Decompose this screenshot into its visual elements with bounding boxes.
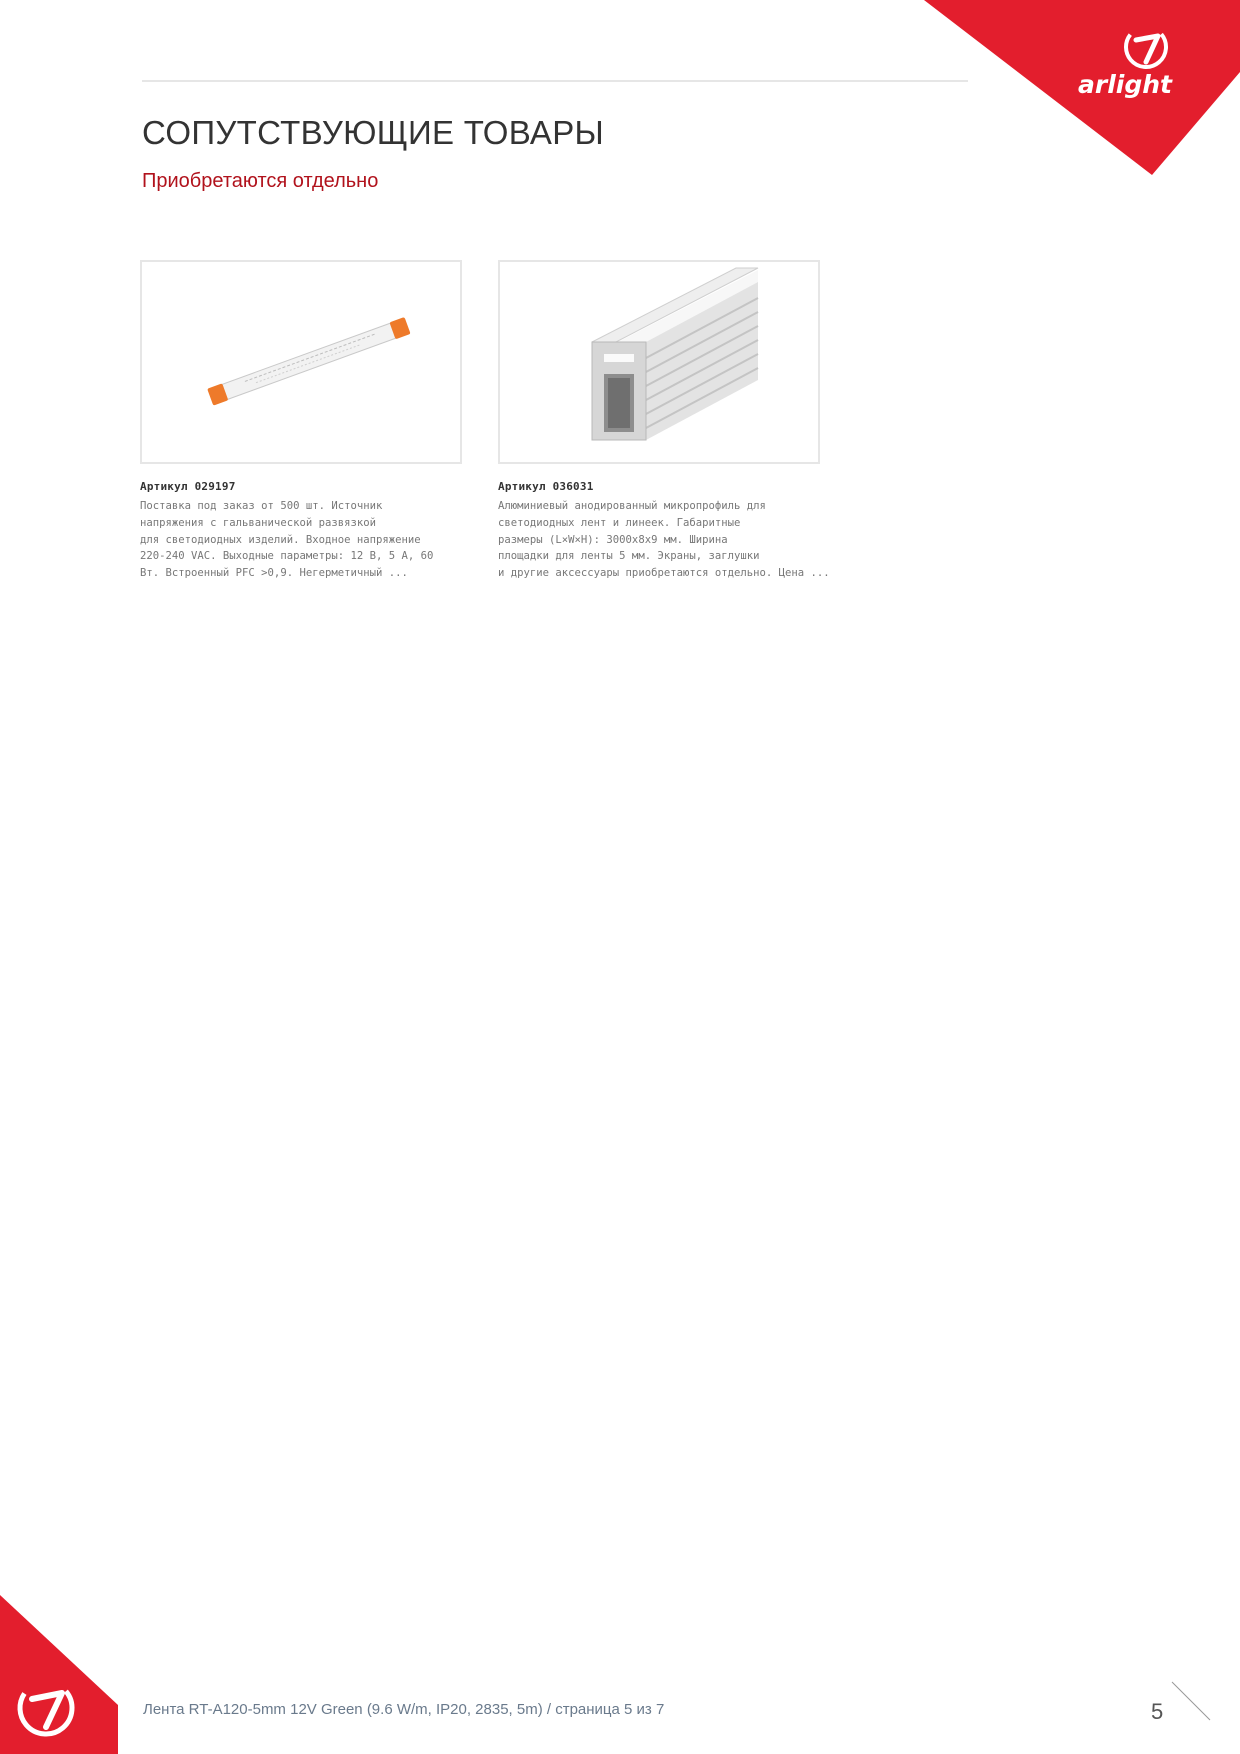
page-corner-line: [1170, 1680, 1212, 1722]
brand-logo-text: arlight: [1078, 70, 1172, 99]
product-image-frame[interactable]: [498, 260, 820, 464]
product-article: Артикул 036031: [498, 480, 594, 493]
page-title: СОПУТСТВУЮЩИЕ ТОВАРЫ: [142, 114, 605, 151]
product-description: Алюминиевый анодированный микропрофиль для светодиодных лент и линеек. Габаритные размеры (L×W×H): 3000x8x9 мм. Ширина площадки для ленты 5 мм. Экраны, заглушки и другие аксессуары приобретаются отдельно. Цена ...: [498, 500, 830, 580]
power-supply-image: [142, 262, 460, 462]
product-image-frame[interactable]: [140, 260, 462, 464]
page-subtitle: Приобретаются отдельно: [142, 170, 379, 192]
header-divider: [142, 80, 968, 82]
footer-document-info: Лента RT-A120-5mm 12V Green (9.6 W/m, IP20, 2835, 5m) / страница 5 из 7: [143, 1701, 665, 1718]
product-card[interactable]: [140, 260, 462, 582]
page-number: 5: [1151, 1699, 1164, 1724]
footer-brand-corner: [0, 1595, 118, 1754]
product-card[interactable]: [498, 260, 830, 582]
product-description: Поставка под заказ от 500 шт. Источник напряжения с гальванической развязкой для светодиодных изделий. Входное напряжение 220-240 VAC. Выходные параметры: 12 В, 5 А, 60 Вт. Встроенный PFC >0,9. Негерметичный ...: [140, 500, 434, 580]
aluminium-profile-image: [500, 262, 818, 462]
product-article: Артикул 029197: [140, 480, 236, 493]
